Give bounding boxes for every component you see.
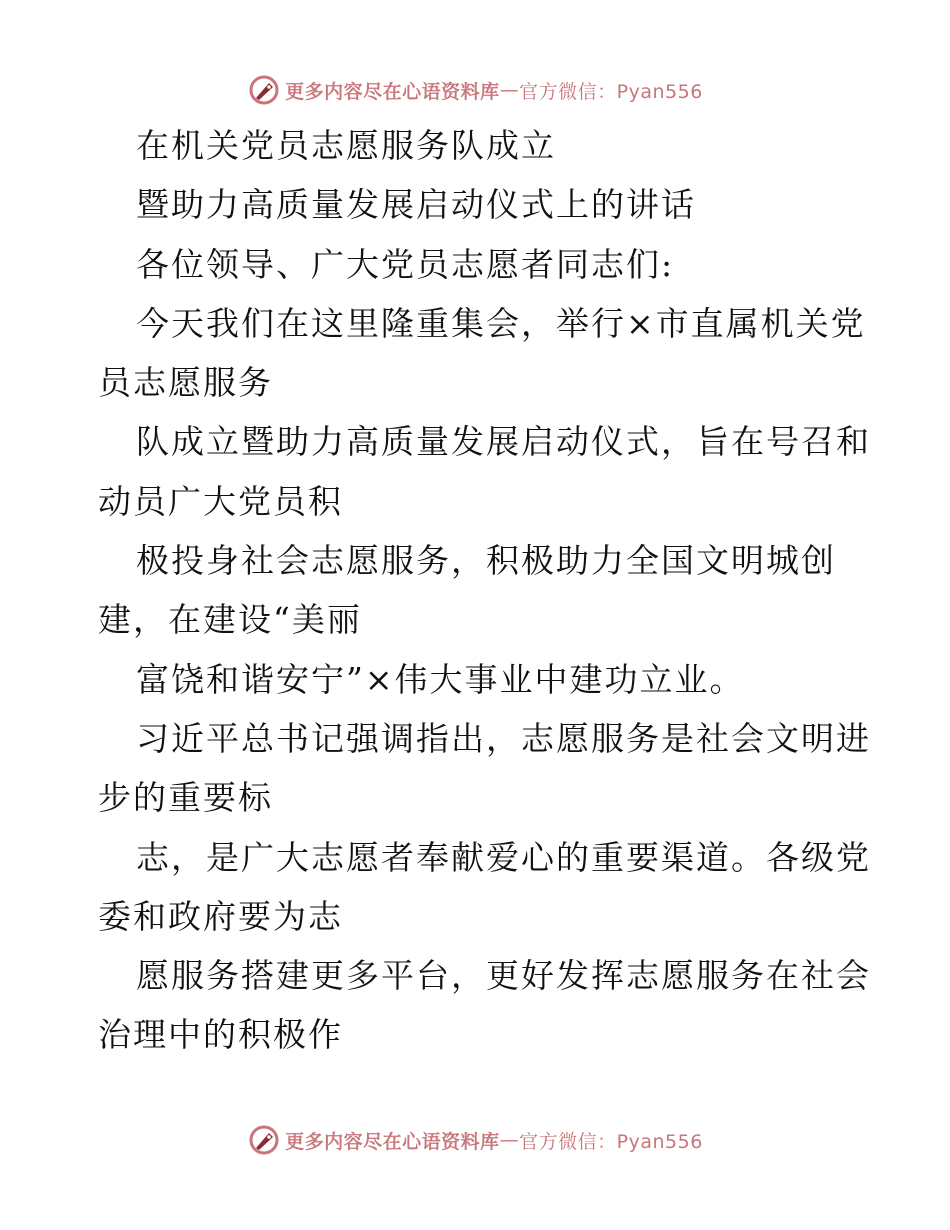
document-line: 习近平总书记强调指出，志愿服务是社会文明进	[136, 718, 871, 758]
watermark-wechat: 官方微信：Pyan556	[519, 1130, 703, 1153]
pen-nib-circle-icon	[247, 1123, 281, 1157]
document-line: 愿服务搭建更多平台，更好发挥志愿服务在社会	[136, 956, 871, 996]
document-line: 委和政府要为志	[98, 896, 343, 936]
document-line: 极投身社会志愿服务，积极助力全国文明城创	[136, 541, 836, 581]
document-line: 员志愿服务	[98, 363, 273, 403]
document-line: 在机关党员志愿服务队成立	[136, 126, 556, 165]
watermark-banner-bottom	[0, 1120, 950, 1160]
watermark-separator: —	[499, 79, 520, 101]
document-line: 步的重要标	[98, 778, 273, 818]
pen-nib-circle-icon	[247, 73, 281, 107]
document-line: 富饶和谐安宁”×伟大事业中建功立业。	[136, 659, 745, 699]
document-line: 今天我们在这里隆重集会，举行×市直属机关党	[136, 303, 866, 343]
watermark-brand: 更多内容尽在心语资料库	[285, 80, 500, 103]
watermark-banner-top	[0, 70, 950, 110]
watermark-brand: 更多内容尽在心语资料库	[285, 1130, 500, 1153]
watermark-separator: —	[499, 1129, 520, 1151]
document-line: 建，在建设“美丽	[98, 600, 362, 640]
document-line: 队成立暨助力高质量发展启动仪式，旨在号召和	[136, 422, 871, 462]
document-line: 各位领导、广大党员志愿者同志们:	[136, 244, 675, 284]
document-line: 暨助力高质量发展启动仪式上的讲话	[136, 185, 696, 225]
document-line: 志，是广大志愿者奉献爱心的重要渠道。各级党	[136, 837, 871, 877]
document-line: 动员广大党员积	[98, 481, 343, 521]
document-body	[98, 116, 871, 1065]
watermark-wechat: 官方微信：Pyan556	[519, 80, 703, 103]
document-line: 治理中的积极作	[98, 1015, 343, 1055]
